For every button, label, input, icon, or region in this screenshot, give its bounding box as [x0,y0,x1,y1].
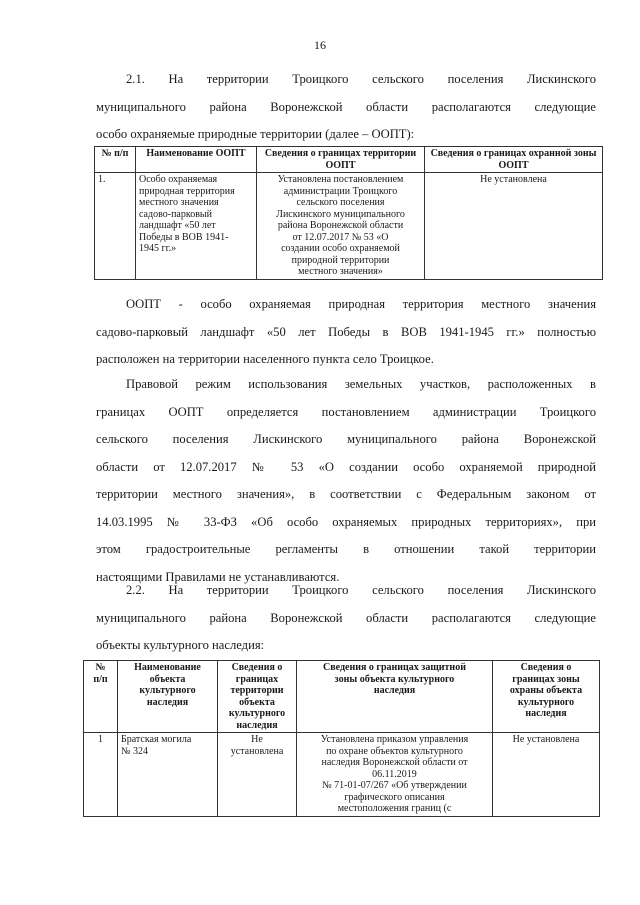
table-row [95,173,603,280]
cell-line: Установлена приказом управления [320,734,469,745]
cell-line: природной территории [291,254,390,266]
cell-line: установлена [230,745,284,757]
cell-line: местного значения» [298,266,383,277]
text-line: Правовой режим использования земельных участков, расположенных в [126,377,596,391]
row-number: 1 [84,733,118,817]
text-line: области от 12.07.2017 № 53 «О создании особо охраняемой природной [96,459,596,474]
cell-line: наследия [525,708,567,719]
cell-line: садово-парковый [139,208,213,220]
cell-line: культурного [228,708,286,719]
cell-line: Сведения о границах защитной [323,662,466,673]
text-line: 2.1. На территории Троицкого сельского поселения Лискинского [126,72,596,86]
header-cell [84,661,118,733]
cell-line: объекта [149,673,186,685]
text-line: настоящими Правилами не устанавливаются. [96,569,340,584]
cell-line: Победы в ВОВ 1941- [139,231,229,243]
paragraph-2-1 [96,66,596,149]
cell-line: ландшафт «50 лет [139,220,216,231]
text-line: границах ООПТ определяется постановлением администрации Троицкого [96,404,596,419]
cell-line: № [95,662,106,673]
text-line: 14.03.1995 № 33-ФЗ «Об особо охраняемых природных территориях», при [96,514,596,529]
text-line: сельского поселения Лискинского муниципального района Воронежской [96,432,596,446]
cell-line: природная территория [139,185,235,197]
cell-line: создании особо охраняемой [281,243,400,254]
cell-line: местного значения [139,197,219,208]
row-number: 1. [95,173,136,280]
table-header-row [84,661,600,733]
header-cell: № п/п [95,147,136,173]
text-line: особо охраняемые природные территории (далее – ООПТ): [96,127,415,141]
header-cell [297,661,493,733]
paragraph-oopt-description [96,291,596,374]
text-line: расположен на территории населенного пункта село Троицкое. [96,352,434,366]
header-cell: Сведения о границах территории ООПТ [257,147,425,173]
cell-line: 06.11.2019 [372,768,417,780]
header-cell [118,661,218,733]
cell-line: наследия [236,719,278,731]
text-line: муниципального района Воронежской области располагаются следующие [96,610,596,625]
cell-line: сельского поселения [296,197,385,208]
cell-line: наследия [373,685,416,696]
text-line: муниципального района Воронежской области располагаются следующие [96,99,596,114]
cell-line: Сведения о [231,662,283,673]
heritage-protection-zone: Не установлена [493,733,600,817]
text-line: ООПТ - особо охраняемая природная территория местного значения [126,297,596,311]
text-line: садово-парковый ландшафт «50 лет Победы в ВОВ 1941-1945 гг.» полностью [96,324,596,339]
cell-line: наследия Воронежской области от [321,757,468,768]
paragraph-legal-regime [96,371,596,591]
cell-line: № 71-01-07/267 «Об утверждении [322,780,467,791]
cell-line: по охране объектов культурного [326,745,463,757]
cell-line: графического описания [344,791,445,803]
cell-line: Установлена постановлением [277,174,404,185]
cell-line: № 324 [121,745,149,757]
paragraph-2-2 [96,577,596,660]
cell-line: местоположения границ (с [337,803,452,814]
header-cell: Сведения о границах охранной зоны ООПТ [425,147,603,173]
cell-line: объекта [239,696,275,708]
oopt-zone: Не установлена [425,173,603,280]
oopt-name [136,173,257,280]
header-cell: Наименование ООПТ [136,147,257,173]
oopt-table [94,146,603,280]
header-cell [218,661,297,733]
cell-line: Лискинского муниципального [276,208,405,220]
cell-line: культурного [517,696,575,708]
text-line: 2.2. На территории Троицкого сельского поселения Лискинского [126,583,596,597]
heritage-table [83,660,600,817]
cell-line: 1945 гг.» [139,243,177,254]
text-line: территории местного значения», в соответствии с Федеральным законом от [96,487,596,501]
table-header-row [95,147,603,173]
heritage-territory [218,733,297,817]
cell-line: администрации Троицкого [283,185,398,197]
cell-line: наследия [146,696,189,708]
cell-line: границах [235,673,279,685]
page-number: 16 [314,38,326,52]
cell-line: охраны объекта [509,685,583,696]
cell-line: зоны объекта культурного [334,673,455,685]
cell-line: Наименование [134,662,201,673]
cell-line: границах зоны [512,673,580,685]
cell-line: от 12.07.2017 № 53 «О [292,231,389,243]
text-line: этом градостроительные регламенты в отношении такой территории [96,542,596,556]
cell-line: Не [251,734,263,745]
table-row [84,733,600,817]
text-line: объекты культурного наследия: [96,638,265,652]
oopt-territory [257,173,425,280]
cell-line: культурного [139,685,196,696]
cell-line: Сведения о [520,662,572,673]
cell-line: территории [230,685,284,696]
cell-line: Особо охраняемая [139,174,218,185]
heritage-name [118,733,218,817]
cell-line: Братская могила [121,734,192,745]
heritage-protective-zone [297,733,493,817]
cell-line: района Воронежской области [277,220,404,231]
cell-line: п/п [93,673,108,685]
header-cell [493,661,600,733]
